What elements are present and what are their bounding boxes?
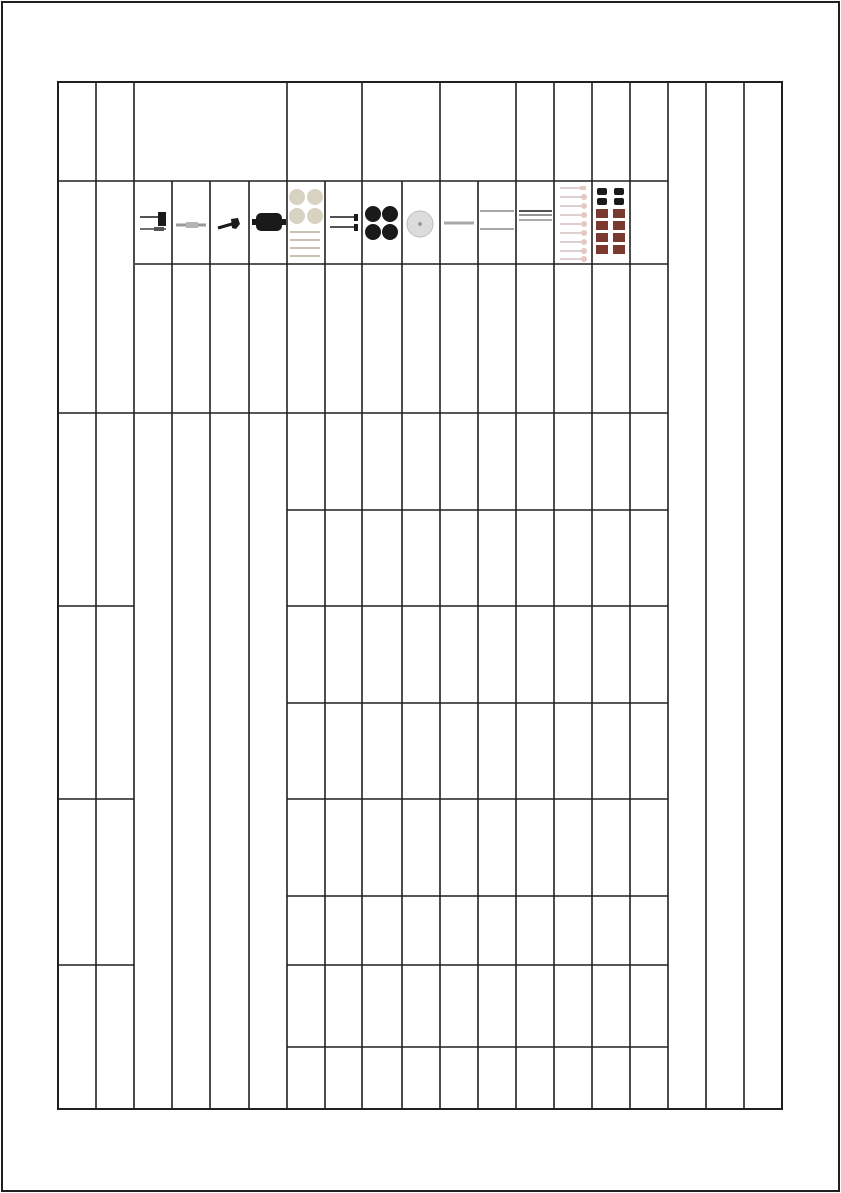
collet-wrench-icon — [218, 218, 240, 229]
long-drill-bits-icon — [519, 211, 552, 220]
collet-and-drill-bits-icon — [140, 212, 166, 231]
grinding-stones-icon — [560, 186, 587, 262]
felt-polishing-wheels-icon — [289, 189, 323, 256]
mandrel-icon — [176, 222, 206, 228]
sanding-bands-icon — [596, 188, 625, 254]
screw-mandrels-icon — [330, 214, 358, 231]
black-grinding-wheels-icon — [365, 206, 398, 240]
cutting-wheel-icon — [252, 213, 286, 231]
abrasive-cut-off-disc-icon — [407, 211, 433, 237]
drill-bits-icon — [480, 211, 514, 229]
